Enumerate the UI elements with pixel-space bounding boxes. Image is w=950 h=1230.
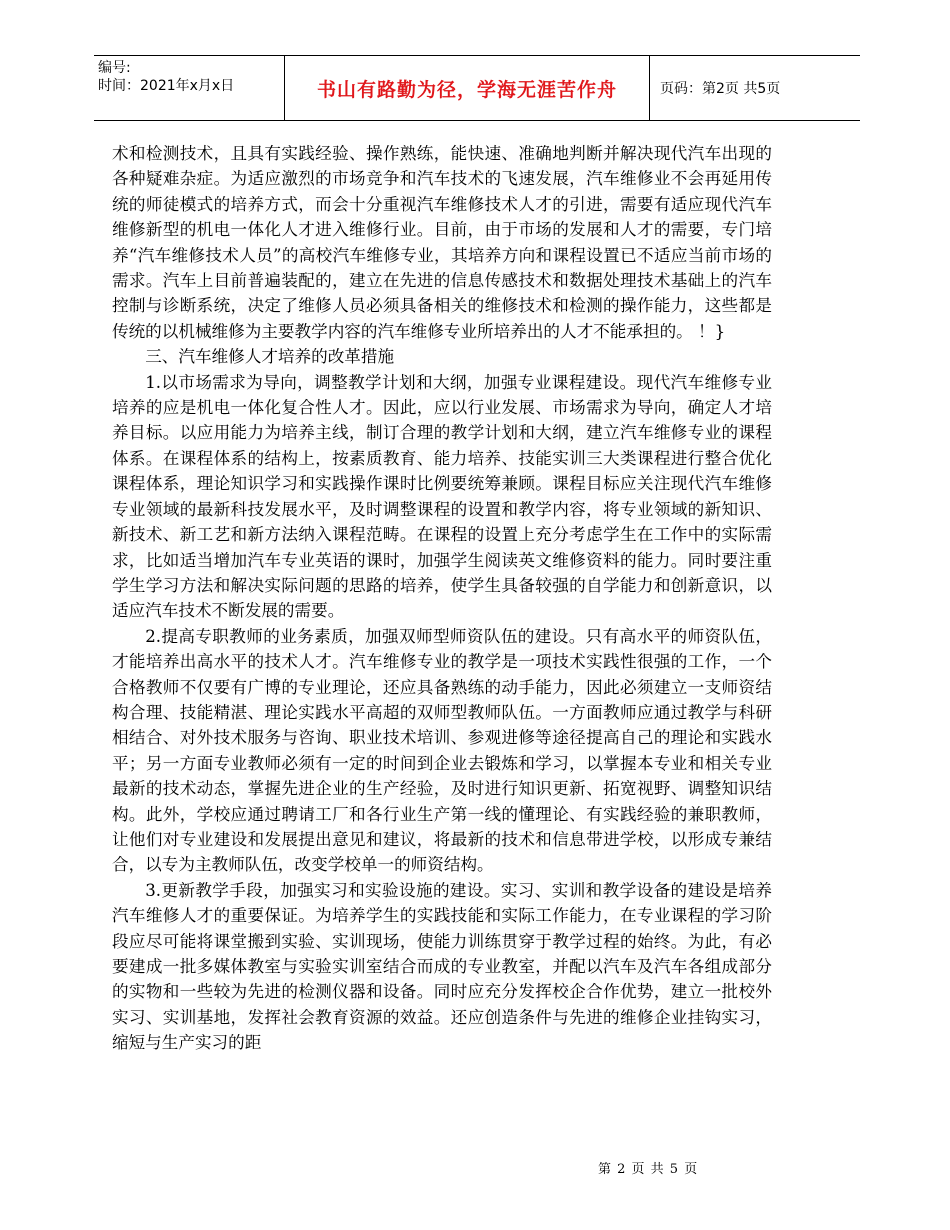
page-header xyxy=(94,55,860,121)
body-paragraph: 术和检测技术，且具有实践经验、操作熟练，能快速、准确地判断并解决现代汽车出现的各种疑难杂症。为适应激烈的市场竞争和汽车技术的飞速发展，汽车维修业不会再延用传统的师徒模式的培养方式，而会十分重视汽车维修技术人才的引进，需要有适应现代汽车维修新型的机电一体化人才进入维修行业。目前，由于市场的发展和人才的需要，专门培养“汽车维修技术人员”的高校汽车维修专业，其培养方向和课程设置已不适应当前市场的需求。汽车上目前普遍装配的，建立在先进的信息传感技术和数据处理技术基础上的汽车控制与诊断系统，决定了维修人员必须具备相关的维修技术和检测的操作能力，这些都是传统的以机械维修为主要教学内容的汽车维修专业所培养出的人才不能承担的。 ！} xyxy=(112,144,772,341)
header-meta xyxy=(98,59,278,95)
document-body xyxy=(112,141,772,1056)
body-paragraph: 3.更新教学手段，加强实习和实验设施的建设。实习、实训和教学设备的建设是培养汽车维修人才的重要保证。为培养学生的实践技能和实际工作能力，在专业课程的学习阶段应尽可能将课堂搬到实验、实训现场，使能力训练贯穿于教学过程的始终。为此，有必要建成一批多媒体教室与实验实训室结合而成的专业教室，并配以汽车及汽车各组成部分的实物和一些较为先进的检测仪器和设备。同时应充分发挥校企合作优势，建立一批校外实习、实训基地，发挥社会教育资源的效益。还应创造条件与先进的维修企业挂钩实习，缩短与生产实习的距 xyxy=(112,880,772,1053)
document-time: 时间：2021年x月x日 xyxy=(98,78,235,94)
document-number-label: 编号: xyxy=(98,60,131,76)
header-motto: 书山有路勤为径，学海无涯苦作舟 xyxy=(284,56,650,120)
section-heading: 三、汽车维修人才培养的改革措施 xyxy=(145,347,395,367)
header-page-info: 页码：第2页 共5页 xyxy=(660,81,781,97)
body-paragraph: 2.提高专职教师的业务素质，加强双师型师资队伍的建设。只有高水平的师资队伍，才能培养出高水平的技术人才。汽车维修专业的教学是一项技术实践性很强的工作，一个合格教师不仅要有广博的专业理论，还应具备熟练的动手能力，因此必须建立一支师资结构合理、技能精湛、理论实践水平高超的双师型教师队伍。一方面教师应通过教学与科研相结合、对外技术服务与咨询、职业技术培训、参观进修等途径提高自己的理论和实践水平；另一方面专业教师必须有一定的时间到企业去锻炼和学习，以掌握本专业和相关专业最新的技术动态，掌握先进企业的生产经验，及时进行知识更新、拓宽视野、调整知识结构。此外，学校应通过聘请工厂和各行业生产第一线的懂理论、有实践经验的兼职教师，让他们对专业建设和发展提出意见和建议，将最新的技术和信息带进学校，以形成专兼结合，以专为主教师队伍，改变学校单一的师资结构。 xyxy=(112,626,772,875)
page-footer: 第 2 页 共 5 页 xyxy=(598,1162,699,1177)
body-paragraph: 1.以市场需求为导向，调整教学计划和大纲，加强专业课程建设。现代汽车维修专业培养的应是机电一体化复合性人才。因此，应以行业发展、市场需求为导向，确定人才培养目标。以应用能力为培养主线，制订合理的教学计划和大纲，建立汽车维修专业的课程体系。在课程体系的结构上，按素质教育、能力培养、技能实训三大类课程进行整合优化课程体系，理论知识学习和实践操作课时比例要统筹兼顾。课程目标应关注现代汽车维修专业领域的最新科技发展水平，及时调整课程的设置和教学内容，将专业领域的新知识、新技术、新工艺和新方法纳入课程范畴。在课程的设置上充分考虑学生在工作中的实际需求，比如适当增加汽车专业英语的课时，加强学生阅读英文维修资料的能力。同时要注重学生学习方法和解决实际问题的思路的培养，使学生具备较强的自学能力和创新意识，以适应汽车技术不断发展的需要。 xyxy=(112,372,772,621)
